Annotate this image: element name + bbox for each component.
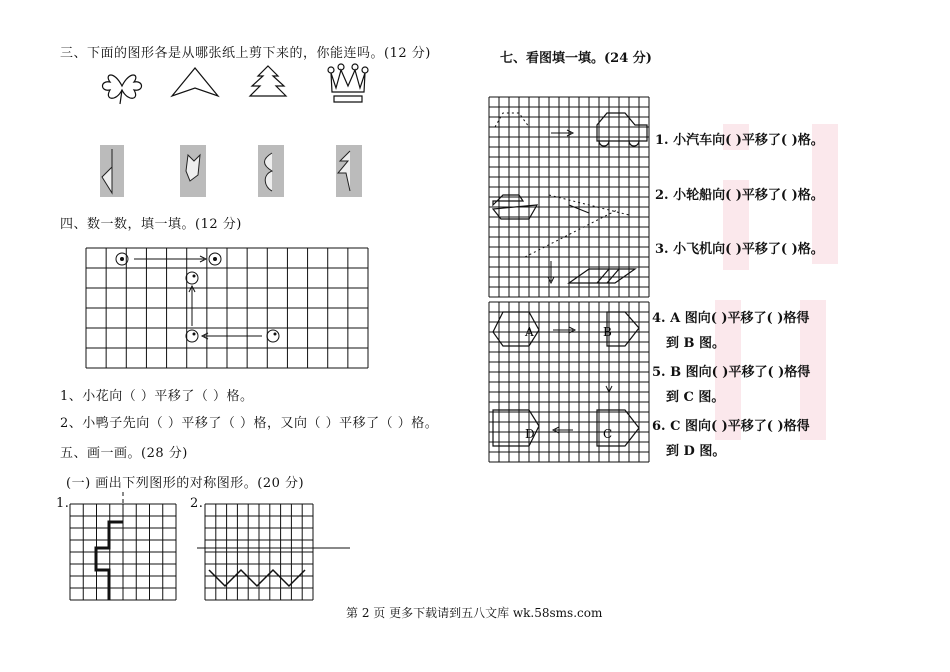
clover-shape-icon [98,66,146,106]
section7-question3: 3. 小飞机向( )平移了( )格。 [655,242,824,257]
shape-label-b: B [603,325,612,339]
drawing-label-2: 2. [190,496,204,511]
symmetry-grid-1 [70,504,176,604]
section7-question4-cont: 到 B 图。 [666,336,726,351]
duck-icon [186,330,198,342]
paper-strip-3 [258,145,284,197]
section7-question6: 6. C 图向( )平移了( )格得 [652,419,810,434]
paper-strip-4 [336,145,362,197]
paper-strip-1 [100,145,124,197]
crown-shape-icon [326,62,370,104]
section4-question2: 2、小鸭子先向（ ）平移了（ ）格，又向（ ）平移了（ ）格。 [60,416,439,431]
section7-grid-top [489,97,649,297]
section7-question6-cont: 到 D 图。 [666,444,726,459]
tree-shape-icon [248,64,288,98]
section7-question5: 5. B 图向( )平移了( )格得 [652,365,811,380]
page-footer: 第 2 页 更多下载请到五八文库 wk.58sms.com [346,606,603,620]
flower-icon [209,253,221,265]
section7-title: 七、看图填一填。(24 分) [500,51,652,66]
section4-grid [86,248,368,368]
shape-label-c: C [603,427,613,441]
section7-grid-bottom [489,302,649,462]
section7-question2: 2. 小轮船向( )平移了( )格。 [655,188,824,203]
section7-question1: 1. 小汽车向( )平移了( )格。 [655,133,824,148]
section7-question5-cont: 到 C 图。 [666,390,725,405]
symmetry-grid-2 [205,504,350,604]
section5-title: 五、画一画。(28 分) [60,446,188,461]
duck-icon [267,330,279,342]
triangle-shape-icon [170,66,220,98]
drawing-label-1: 1. [56,496,70,511]
section4-question1: 1、小花向（ ）平移了（ ）格。 [60,389,254,404]
duck-icon [186,272,198,284]
section4-title: 四、数一数，填一填。(12 分) [60,217,242,232]
paper-strip-2 [180,145,206,197]
section7-question4: 4. A 图向( )平移了( )格得 [652,311,810,326]
section5-subtitle: (一) 画出下列图形的对称图形。(20 分) [66,476,305,491]
shape-label-a: A [525,325,534,339]
section3-title: 三、下面的图形各是从哪张纸上剪下来的，你能连吗。(12 分) [60,46,431,61]
shape-label-d: D [525,427,535,441]
